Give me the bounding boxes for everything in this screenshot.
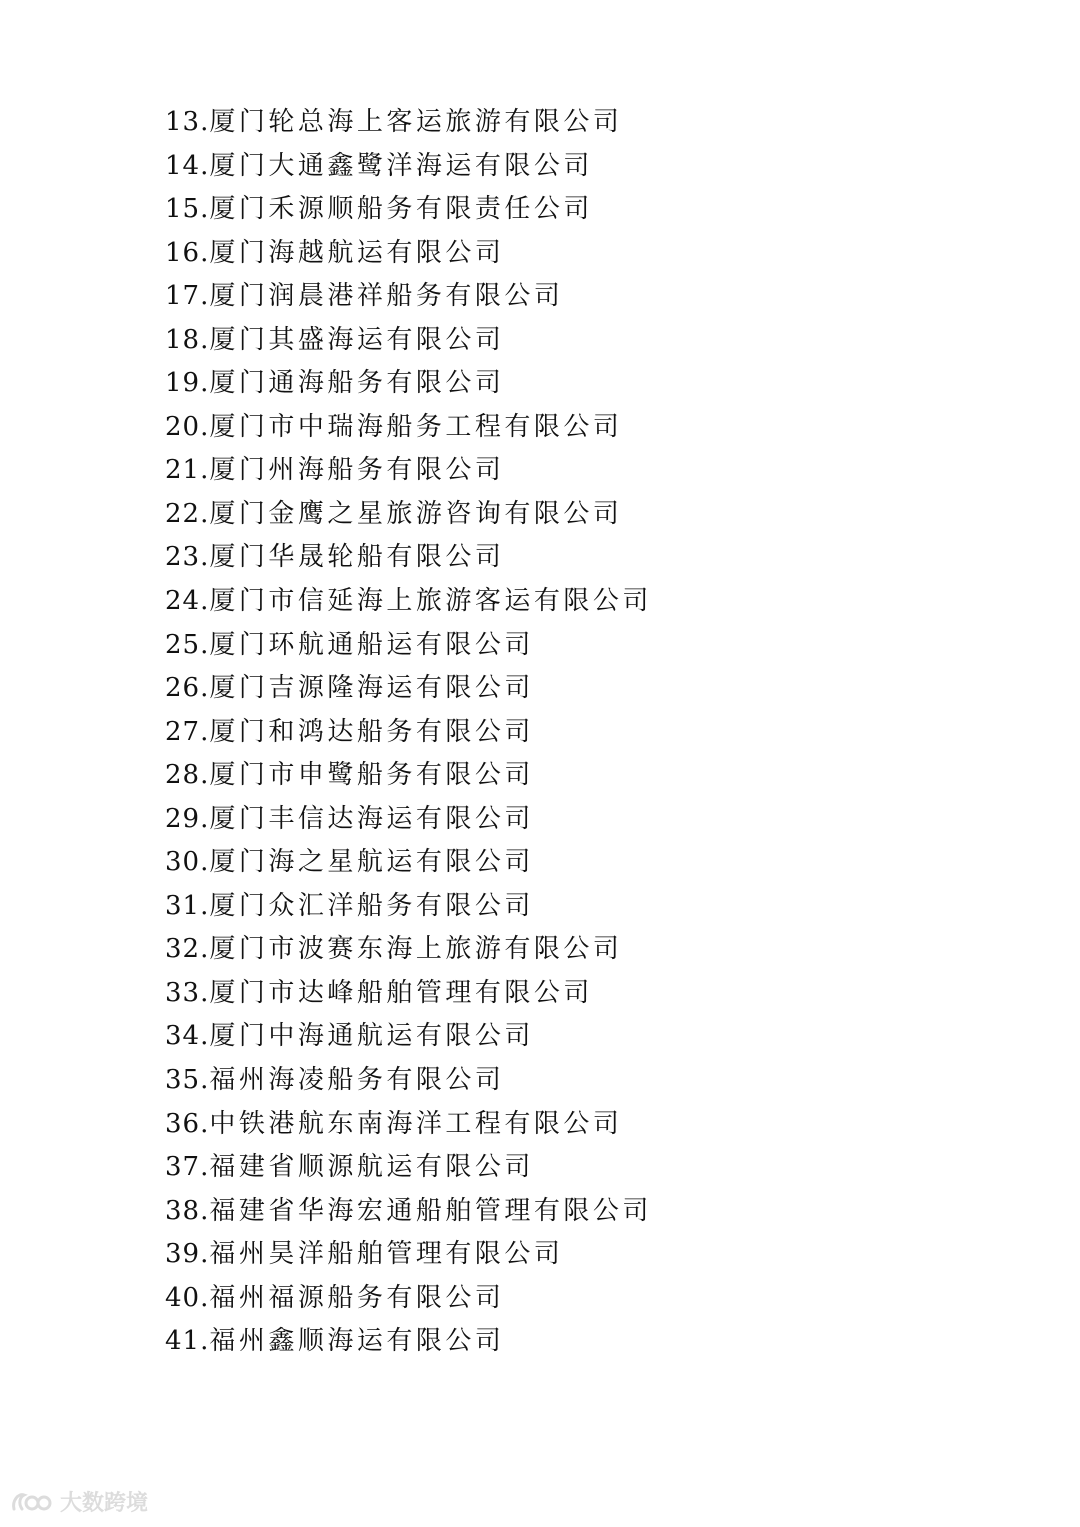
company-name: 福州昊洋船舶管理有限公司 xyxy=(209,1239,564,1270)
company-name: 厦门市波赛东海上旅游有限公司 xyxy=(209,934,623,965)
company-name: 厦门市信延海上旅游客运有限公司 xyxy=(209,586,652,617)
company-number: 39. xyxy=(165,1239,210,1270)
company-name: 福州福源船务有限公司 xyxy=(209,1282,505,1313)
company-name: 福州鑫顺海运有限公司 xyxy=(209,1326,505,1357)
company-list-item xyxy=(165,145,652,189)
company-number: 13. xyxy=(165,107,210,137)
company-number: 37. xyxy=(165,1152,210,1183)
company-list-item xyxy=(165,275,652,319)
company-number: 36. xyxy=(165,1108,210,1139)
watermark-text: 大数跨境 xyxy=(60,1491,149,1516)
company-name: 厦门轮总海上客运旅游有限公司 xyxy=(209,107,623,137)
company-list-item xyxy=(165,580,652,624)
company-list-item xyxy=(165,1233,652,1277)
company-number: 29. xyxy=(165,803,210,834)
company-name: 厦门环航通船运有限公司 xyxy=(209,629,534,660)
company-list-item xyxy=(165,711,652,755)
company-list-item xyxy=(165,493,652,537)
company-number: 27. xyxy=(165,716,210,747)
company-name: 厦门市达峰船舶管理有限公司 xyxy=(209,977,593,1008)
company-list-item xyxy=(165,841,652,885)
company-list-item xyxy=(165,624,652,668)
company-list-item xyxy=(165,1059,652,1103)
company-name: 厦门和鸿达船务有限公司 xyxy=(209,716,534,747)
company-list-item xyxy=(165,319,652,363)
logo-icon xyxy=(10,1489,54,1515)
watermark xyxy=(10,1486,148,1517)
company-list-item xyxy=(165,928,652,972)
company-name: 厦门吉源隆海运有限公司 xyxy=(209,673,534,704)
company-list-item xyxy=(165,885,652,929)
company-number: 18. xyxy=(165,324,210,355)
company-list-item xyxy=(165,667,652,711)
company-number: 19. xyxy=(165,368,210,399)
company-list-item xyxy=(165,972,652,1016)
company-number: 20. xyxy=(165,411,210,442)
company-list-item xyxy=(165,232,652,276)
company-list-item xyxy=(165,406,652,450)
company-list-item xyxy=(165,101,652,145)
company-name: 厦门金鹰之星旅游咨询有限公司 xyxy=(209,498,623,529)
company-name: 中铁港航东南海洋工程有限公司 xyxy=(209,1108,623,1139)
company-name: 厦门禾源顺船务有限责任公司 xyxy=(209,194,593,225)
company-list-item xyxy=(165,754,652,798)
company-number: 41. xyxy=(165,1326,210,1357)
company-list-item xyxy=(165,449,652,493)
company-name: 福建省华海宏通船舶管理有限公司 xyxy=(209,1195,652,1226)
company-list-item xyxy=(165,1277,652,1321)
company-list-item xyxy=(165,1015,652,1059)
company-name: 厦门市中瑞海船务工程有限公司 xyxy=(209,411,623,442)
company-name: 厦门通海船务有限公司 xyxy=(209,368,505,399)
company-number: 38. xyxy=(165,1195,210,1226)
company-number: 31. xyxy=(165,890,210,921)
company-number: 33. xyxy=(165,977,210,1008)
company-name: 厦门大通鑫鹭洋海运有限公司 xyxy=(209,150,593,181)
company-number: 16. xyxy=(165,237,210,268)
company-list-item xyxy=(165,1190,652,1234)
company-name: 福建省顺源航运有限公司 xyxy=(209,1152,534,1183)
company-list xyxy=(165,101,652,1364)
company-number: 30. xyxy=(165,847,210,878)
company-number: 17. xyxy=(165,281,210,312)
company-number: 35. xyxy=(165,1065,210,1096)
company-number: 26. xyxy=(165,673,210,704)
company-number: 34. xyxy=(165,1021,210,1052)
company-number: 22. xyxy=(165,498,210,529)
company-number: 40. xyxy=(165,1282,210,1313)
company-name: 厦门海越航运有限公司 xyxy=(209,237,505,268)
company-name: 厦门市申鹭船务有限公司 xyxy=(209,760,534,791)
company-number: 25. xyxy=(165,629,210,660)
company-name: 厦门州海船务有限公司 xyxy=(209,455,505,486)
company-name: 厦门华晟轮船有限公司 xyxy=(209,542,505,573)
company-name: 厦门润晨港祥船务有限公司 xyxy=(209,281,564,312)
company-name: 厦门中海通航运有限公司 xyxy=(209,1021,534,1052)
company-list-item xyxy=(165,1320,652,1364)
company-list-item xyxy=(165,536,652,580)
company-name: 厦门丰信达海运有限公司 xyxy=(209,803,534,834)
company-number: 21. xyxy=(165,455,210,486)
company-number: 28. xyxy=(165,760,210,791)
company-number: 14. xyxy=(165,150,210,181)
company-list-item xyxy=(165,1103,652,1147)
company-list-item xyxy=(165,362,652,406)
company-name: 厦门众汇洋船务有限公司 xyxy=(209,890,534,921)
company-number: 23. xyxy=(165,542,210,573)
company-list-item xyxy=(165,1146,652,1190)
company-name: 福州海凌船务有限公司 xyxy=(209,1065,505,1096)
company-list-item xyxy=(165,798,652,842)
company-number: 15. xyxy=(165,194,210,225)
company-number: 24. xyxy=(165,586,210,617)
company-name: 厦门其盛海运有限公司 xyxy=(209,324,505,355)
company-name: 厦门海之星航运有限公司 xyxy=(209,847,534,878)
company-list-item xyxy=(165,188,652,232)
company-number: 32. xyxy=(165,934,210,965)
